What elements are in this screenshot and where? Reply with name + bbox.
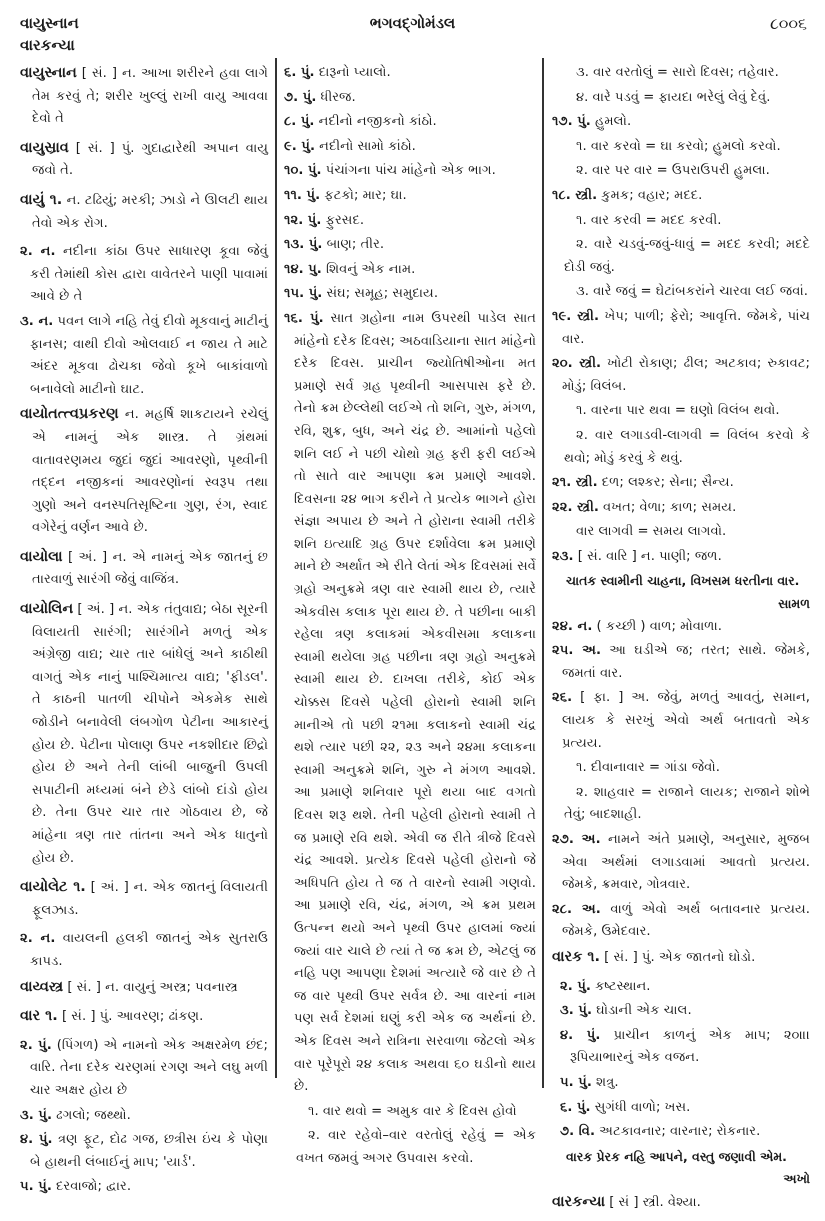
sense-number: ૧૦. પું. — [284, 163, 322, 179]
headword: વાય્વસ્ત્ર — [20, 978, 64, 995]
idiom-phrase: ૧. દીવાનાવાર = ગાંડા જેવો. — [576, 760, 720, 776]
idiom-phrase: ૧. વાર કરવી = મદદ કરવી. — [576, 212, 722, 228]
sense — [284, 62, 536, 85]
definition: નદીનો નજીકનો કાંઠો. — [314, 114, 437, 130]
headword: વાયોતત્ત્વપ્રકરણ — [20, 406, 119, 423]
sense-number: ૨. પું. — [560, 978, 591, 994]
definition: ફટકો; માર; ઘા. — [320, 187, 407, 203]
idiom-phrase: ૨. વાર રહેવો–વાર વરતોલું રહેવું = એક વખત જમવું અગર ઉપવાસ કરવો. — [296, 1128, 536, 1166]
definition: ખેપ; પાળી; ફેરો; આવૃત્તિ. જેમકે, પાંચ વાર. — [562, 308, 811, 347]
idiom-phrase: ૩. વાર વરતોલું = સારો દિવસ; તહેવાર. — [576, 65, 779, 80]
dictionary-entry — [20, 403, 268, 540]
definition: નદીનો સામો કાંઠો. — [314, 138, 416, 154]
sense — [560, 1025, 810, 1070]
sense-number: ૧૨. પું. — [284, 212, 322, 228]
sense — [560, 1097, 810, 1120]
definition: શત્રુ. — [591, 1074, 619, 1090]
sense-number: ૫. પું. — [20, 1179, 52, 1195]
sense — [20, 928, 268, 973]
definition: પ્રાચીન કાળનું એક માપ; ૨૦॥। રૂપિયાભારનું એક વજન. — [570, 1027, 810, 1066]
column-divider — [542, 58, 544, 1088]
running-title: ભગવદ્ગોમંડલ — [369, 14, 456, 32]
sense — [552, 829, 810, 897]
headword: વાયુસ્નાન — [20, 65, 77, 81]
definition: દારૂનો પ્યાલો. — [314, 65, 391, 80]
definition: શિવનું એક નામ. — [321, 261, 416, 277]
definition: હુમલો. — [590, 114, 632, 130]
definition: [ અં. ] ન. એક તંતુવાદ્ય; બેઠા સૂરની વિલાયતી સારંગી; સારંગીને મળતું એક અંગ્રેજી વાદ્ય; ચાર તાર બાંધેલું અને કાઠીથી વાગતું એક નાનું પાશ્ચિમાત્ય વાદ્ય; 'ફીડલ'. તે કાઠની પાતળી ચીપોને એકમેક સાથે જોડીને બનાવેલી લંબગોળ પેટીના આકારનું હોય છે. પેટીના પોલાણ ઉપર નકશીદાર છિદ્રો હોય છે અને તેની લાંબી બાજુની ઉપલી સપાટીની મધ્યમાં બંને છેડે લાંબો દાંડો હોય છે. તેના ઉપર ચાર તાર ગોઠવાય છે, જે માંહેના ત્રણ તાર તાંતના અને એક ધાતુનો હોય છે. — [32, 602, 268, 866]
headword: વારક ૧. — [552, 948, 600, 965]
sense — [20, 1129, 268, 1174]
definition: કુમક; વહાર; મદદ. — [597, 187, 703, 203]
sense — [560, 1121, 810, 1144]
sense — [552, 472, 810, 495]
sense — [284, 210, 536, 233]
dictionary-entry — [20, 976, 268, 1000]
sense — [20, 1105, 268, 1128]
definition: વાળું એવો અર્થ બતાવનાર પ્રત્યય. જેમકે, ઉમેદવાર. — [562, 901, 810, 940]
definition: નદીના કાંઠા ઉપર સાધારણ કૂવા જેવું કરી તેમાંથી કોસ દ્વારા વાવેતરને પાણી પાવામાં આવે છે તે — [30, 244, 268, 305]
sense — [552, 497, 810, 520]
idiom-phrase: ૪. વારે પડવું = ફાયદા ભરેલું લેવું દેવું. — [576, 89, 771, 105]
definition: આ ઘડીએ જ; તરત; સાથે. જેમકે, જમતાં વાર. — [562, 643, 810, 681]
sense-number: ૨૧. સ્ત્રી. — [552, 475, 598, 491]
sense-number: ૨૩. — [552, 548, 574, 564]
definition: [ સં. ] પું. આવરણ; ઢાંકણ. — [57, 1009, 204, 1025]
headword: વાયોલેટ ૧. — [20, 879, 86, 896]
definition: [ ફા. ] અ. જેવું, મળતું આવતું, સમાન, લાયક કે સરખું એવો અર્થ બતાવતો એક પ્રત્યય. — [562, 690, 810, 751]
idiom-phrase: ૨. વારે ચડવું-જવું-ધાવું = મદદ કરવી; મદદે દોડી જવું. — [564, 237, 810, 275]
definition: પંચાંગના પાંચ માંહેનો એક ભાગ. — [321, 163, 496, 179]
sense-number: ૪. પું. — [560, 1027, 601, 1043]
column-1 — [20, 62, 268, 1201]
sense — [560, 1072, 810, 1095]
sense-number: ૧૮. સ્ત્રી. — [552, 187, 598, 203]
sense-number: ૨૫. અ. — [552, 643, 601, 659]
sense-number: ૨૭. અ. — [552, 832, 601, 847]
definition: ( કચ્છી ) વાળ; મોવાળા. — [592, 618, 722, 634]
definition: દરવાજો; દ્વાર. — [51, 1179, 132, 1195]
column-2 — [284, 62, 536, 1173]
headword: વાયોલા — [20, 548, 63, 565]
definition: વાયલની હલકી જાતનું એક સુતરાઉ કાપડ. — [30, 931, 268, 969]
headword: વાર ૧. — [20, 1008, 58, 1025]
sense — [552, 546, 810, 569]
sense — [552, 185, 810, 208]
sense-number: ૭. પું. — [284, 89, 317, 105]
sense — [284, 185, 536, 208]
sense — [552, 899, 810, 944]
sense-number: ૧૫. પું. — [284, 286, 323, 302]
sense — [20, 1176, 268, 1199]
sense-number: ૨૬. — [552, 690, 573, 706]
sense — [552, 640, 810, 685]
definition: [ અં. ] ન. એ નામનું એક જાતનું છ તારવાળું સારંગી જેવું વાજિંત્ર. — [32, 549, 268, 588]
definition: ખોટી રોકાણ; ઢીલ; અટકાવ; રુકાવટ; મોડું; વિલંબ. — [562, 356, 810, 394]
sense-number: ૭. વિ. — [560, 1124, 595, 1140]
definition: બાણ; તીર. — [322, 237, 385, 253]
sense — [552, 353, 810, 398]
definition: ત્રણ ફૂટ, દોઢ ગજ, છત્રીસ ઇંચ કે પોણા બે હાથની લંબાઈનું માપ; 'યાર્ડ'. — [30, 1132, 268, 1170]
guide-word-last: વારકન્યા — [20, 36, 75, 54]
dictionary-entry — [20, 62, 268, 131]
idiom-phrase: ૩. વારે જવું = ઘેટાંબકરાંને ચારવા લઈ જવાં. — [576, 284, 808, 300]
sense — [284, 308, 536, 1099]
sense — [552, 687, 810, 755]
sense-number: ૩. પું. — [20, 1107, 52, 1123]
sense — [20, 311, 268, 401]
sense — [20, 1035, 268, 1103]
dictionary-entry — [20, 546, 268, 592]
quotation: ચાતક સ્વામીની ચાહના, વિખસમ ધરતીના વાર. — [566, 573, 800, 589]
headword: વાયોલિન — [20, 601, 74, 618]
definition: સાત ગ્રહોના નામ ઉપરથી પાડેલ સાત માંહેનો દરેક દિવસ; અઠવાડિયાના સાત માંહેનો દરેક દિવસ. પ્રાચીન જ્યોતિષીઓના મત પ્રમાણે સર્વ ગ્રહ પૃથ્વીની આસપાસ ફરે છે. તેનો ક્રમ છેલ્લેથી લઈએ તો શનિ, ગુરુ, મંગળ, રવિ, શુક્ર, બુધ, અને ચંદ્ર છે. આમાંનો પહેલો શનિ લઈ ને પછી ચોથો ગ્રહ ફરી ફરી લઈએ તો સાતે વાર આપણા ક્રમ પ્રમાણે આવશે. દિવસના ૨૪ ભાગ કરીને તે પ્રત્યેક ભાગને હોરા સંજ્ઞા અપાય છે અને તે હોરાના સ્વામી તરીકે શનિ ઇત્યાદિ ગ્રહ ઉપર દર્શાવેલા ક્રમ પ્રમાણે માને છે અર્થાત એ રીતે લેતાં એક દિવસમાં સર્વે ગ્રહો અનુક્રમે ત્રણ વાર સ્વામી થાય છે, ત્યારે એકવીસ કલાક પૂરા થાય છે. તે પછીના બાકી રહેલા ત્રણ કલાકમાં એકવીસમા કલાકના સ્વામી થયેલા ગ્રહ પછીના ત્રણ ગ્રહો અનુક્રમે સ્વામી થાય છે. દાખલા તરીકે, કોઈ એક ચોક્કસ દિવસે પહેલી હોરાનો સ્વામી શનિ માનીએ તો પછી ૨૧મા કલાકનો સ્વામી ચંદ્ર થશે ત્યાર પછી ૨૨, ૨૩ અને ૨૪મા કલાકના સ્વામી અનુક્રમે શનિ, ગુરુ ને મંગળ આવશે. આ પ્રમાણે શનિવાર પૂરો થયા બાદ વગતો દિવસ શરૂ થશે. તેની પહેલી હોરાનો સ્વામી તે જ પ્રમાણે રવિ થશે. એવી જ રીતે ત્રીજે દિવસે ચંદ્ર આવશે. પ્રત્યેક દિવસે પહેલી હોરાનો જે અધિપતિ હોય તે જ તે વારનો સ્વામી ગણવો. આ પ્રમાણે રવિ, ચંદ્ર, મંગળ, એ ક્રમ પ્રથમ ઉત્પન્ન થયો અને પૃથ્વી ઉપર હાલમાં જ્યાં જ્યાં વાર ચાલે છે ત્યાં તે જ ક્રમ છે, એટલું જ નહિ પણ આપણા દેશમાં અત્યારે જે વાર છે તે જ વાર પૃથ્વી ઉપર સર્વત્ર છે. આ વારનાં નામ પણ સર્વ દેશમાં ઘણું કરી એક જ અર્થનાં છે. એક દિવસ અને રાત્રિના સરવાળા જેટલો એક વાર પૂરેપૂરો ૨૪ કલાક અથવા ૬૦ ઘડીનો થાય છે. — [294, 310, 536, 1095]
sense-number: ૨. ન. — [20, 244, 56, 260]
idiom-phrase: ૨. વાર લગાડવી-લાગવી = વિલંબ કરવો કે થવો; મોડું કરવું કે થવું. — [564, 427, 810, 466]
sense-number: ૬. પું. — [560, 1099, 591, 1115]
sense — [552, 111, 810, 134]
definition: [ સં. ] ન. આખા શરીરને હવા લાગે તેમ કરવું તે; શરીર ખુલ્લું રાખી વાયુ આવવા દેવો તે — [32, 66, 268, 127]
idiom-phrase: ૧. વાર કરવો = ઘા કરવો; હુમલો કરવો. — [576, 138, 781, 154]
dictionary-entry — [20, 876, 268, 922]
definition: નામને અંતે પ્રમાણે, અનુસાર, મુજબ એવા અર્થમાં લગાડવામાં આવતો પ્રત્યય. જેમકે, ક્રમવાર, ગોત્રવાર. — [562, 832, 810, 893]
sense — [284, 259, 536, 282]
dictionary-entry — [552, 946, 810, 970]
sense-number: ૧૧. પું. — [284, 187, 321, 203]
sense-number: ૩. પું. — [560, 1003, 592, 1019]
definition: ન. મહર્ષિ શાકટાયને રચેલું એ નામનું એક શાસ્ત્ર. તે ગ્રંથમાં વાતાવરણમય જુદાં જુદાં આવરણો, પૃથ્વીની તદ્દન નજીકનાં આવરણોનાં સ્વરૂપ તથા ગુણો અને વનસ્પતિસૃષ્ટિના ગુણ, રંગ, સ્વાદ વગેરેનું વર્ણન આવે છે. — [32, 407, 268, 536]
sense — [20, 241, 268, 309]
sense-number: ૨. પું. — [20, 1037, 52, 1053]
sense — [552, 616, 810, 639]
headword: વાયું ૧. — [20, 191, 63, 208]
definition: ન. ટઢિયું; મરકી; ઝાડો ને ઊલટી થાય તેવો એક રોગ. — [32, 192, 269, 231]
idiom-phrase: ૨. શાહવાર = રાજાને લાયક; રાજાને શોભે તેવું; બાદશાહી. — [564, 784, 810, 823]
idiom-phrase: વાર લાગવી = સમય લાગવો. — [576, 524, 727, 540]
definition: ધીરજ. — [316, 89, 356, 105]
definition: (પિંગળ) એ નામનો એક અક્ષરમેળ છંદ; વારિ. તેના દરેક ચરણમાં રગણ અને લઘુ મળી ચાર અક્ષર હોય છે — [30, 1037, 268, 1098]
sense-number: ૨૮. અ. — [552, 901, 601, 917]
sense-number: ૬. પું. — [284, 65, 315, 80]
sense-number: ૧૩. પું. — [284, 237, 323, 253]
definition: [ સં ] સ્ત્રી. વેશ્યા. — [605, 1194, 701, 1210]
sense — [284, 283, 536, 306]
sense-number: ૨૪. ન. — [552, 618, 593, 634]
definition: વખત; વેળા; કાળ; સમય. — [598, 499, 737, 515]
sense-number: ૨૦. સ્ત્રી. — [552, 356, 602, 372]
sense-number: ૨૨. સ્ત્રી. — [552, 499, 599, 515]
sense — [284, 87, 536, 110]
sense — [284, 160, 536, 183]
definition: [ સં. ] પું. ગુદાદ્વારેથી અપાન વાયુ જવો તે. — [32, 140, 268, 179]
sense — [560, 1000, 810, 1023]
dictionary-entry — [20, 1005, 268, 1029]
definition: અટકાવનાર; વારનાર; રોકનાર. — [594, 1124, 761, 1140]
definition: સંઘ; સમૂહ; સમુદાય. — [322, 286, 439, 302]
sense-number: ૪. પું. — [20, 1132, 53, 1148]
definition: [ સં. ] ન. વાયુનું અસ્ત્ર; પવનાસ્ત્ર — [63, 979, 238, 995]
headword: વારકન્યા — [552, 1193, 606, 1210]
definition: કષ્ટસ્થાન. — [590, 978, 651, 994]
definition: દળ; લશ્કર; સેના; સૈન્ય. — [597, 475, 734, 491]
quotation-attribution: સામળ — [778, 596, 810, 612]
idiom-phrase: ૨. વાર પર વાર = ઉપરાઉપરી હુમલા. — [576, 163, 770, 179]
definition: સુગંધી વાળો; ખસ. — [590, 1099, 691, 1115]
definition: [ સં. ] પું. એક જાતનો ઘોડો. — [599, 949, 756, 965]
sense-number: ૧૬. પું. — [284, 310, 324, 326]
dictionary-entry — [20, 137, 268, 183]
sense-number: ૩. ન. — [20, 313, 54, 329]
dictionary-entry — [552, 1191, 810, 1215]
idiom-phrase: ૧. વાર થવો = અમુક વાર કે દિવસ હોવો — [308, 1103, 517, 1119]
column-divider — [275, 58, 277, 1078]
column-3 — [552, 62, 810, 1221]
quotation: વારક પ્રેરક નહિ આપને, વસ્તુ જણાવી એમ. — [566, 1148, 787, 1164]
dictionary-entry — [20, 598, 268, 870]
idiom-phrase: ૧. વારના પાર થવા = ઘણો વિલંબ થવો. — [576, 403, 780, 419]
sense-number: ૧૯. સ્ત્રી. — [552, 308, 599, 324]
sense — [284, 136, 536, 159]
definition: ઢગલો; જથ્થો. — [51, 1107, 131, 1123]
sense — [560, 976, 810, 999]
sense-number: ૫. પું. — [560, 1074, 592, 1090]
definition: પવન લાગે નહિ તેવું દીવો મૂકવાનું માટીનું ફાનસ; વાથી દીવો ઓલવાઈ ન જાય તે માટે અંદર મૂકવા ઢોચકા જેવો કૂખે બાકાંવાળો બનાવેલો માટીનો ઘાટ. — [30, 313, 268, 397]
sense-number: ૨. ન. — [20, 931, 56, 947]
dictionary-entry — [20, 189, 268, 235]
quotation-attribution: અખો — [783, 1171, 810, 1187]
sense — [552, 306, 810, 351]
definition: ફુરસદ. — [321, 212, 365, 228]
sense — [284, 234, 536, 257]
sense-number: ૧૭. પું. — [552, 114, 591, 130]
sense — [284, 111, 536, 134]
guide-word-first: વાયુસ્નાન — [20, 14, 79, 32]
definition: [ સં. વારિ ] ન. પાણી; જળ. — [573, 548, 722, 564]
definition: [ અં. ] ન. એક જાતનું વિલાયતી ફૂલઝાડ. — [32, 880, 268, 918]
headword: વાયુસ્રાવ — [20, 139, 69, 156]
sense-number: ૧૪. પુ. — [284, 261, 322, 277]
sense-number: ૯. પું. — [284, 138, 315, 154]
definition: ઘોડાની એક ચાલ. — [591, 1003, 692, 1019]
page-number: ૮૦૦૬ — [769, 14, 807, 33]
sense-number: ૮. પું. — [284, 114, 315, 130]
